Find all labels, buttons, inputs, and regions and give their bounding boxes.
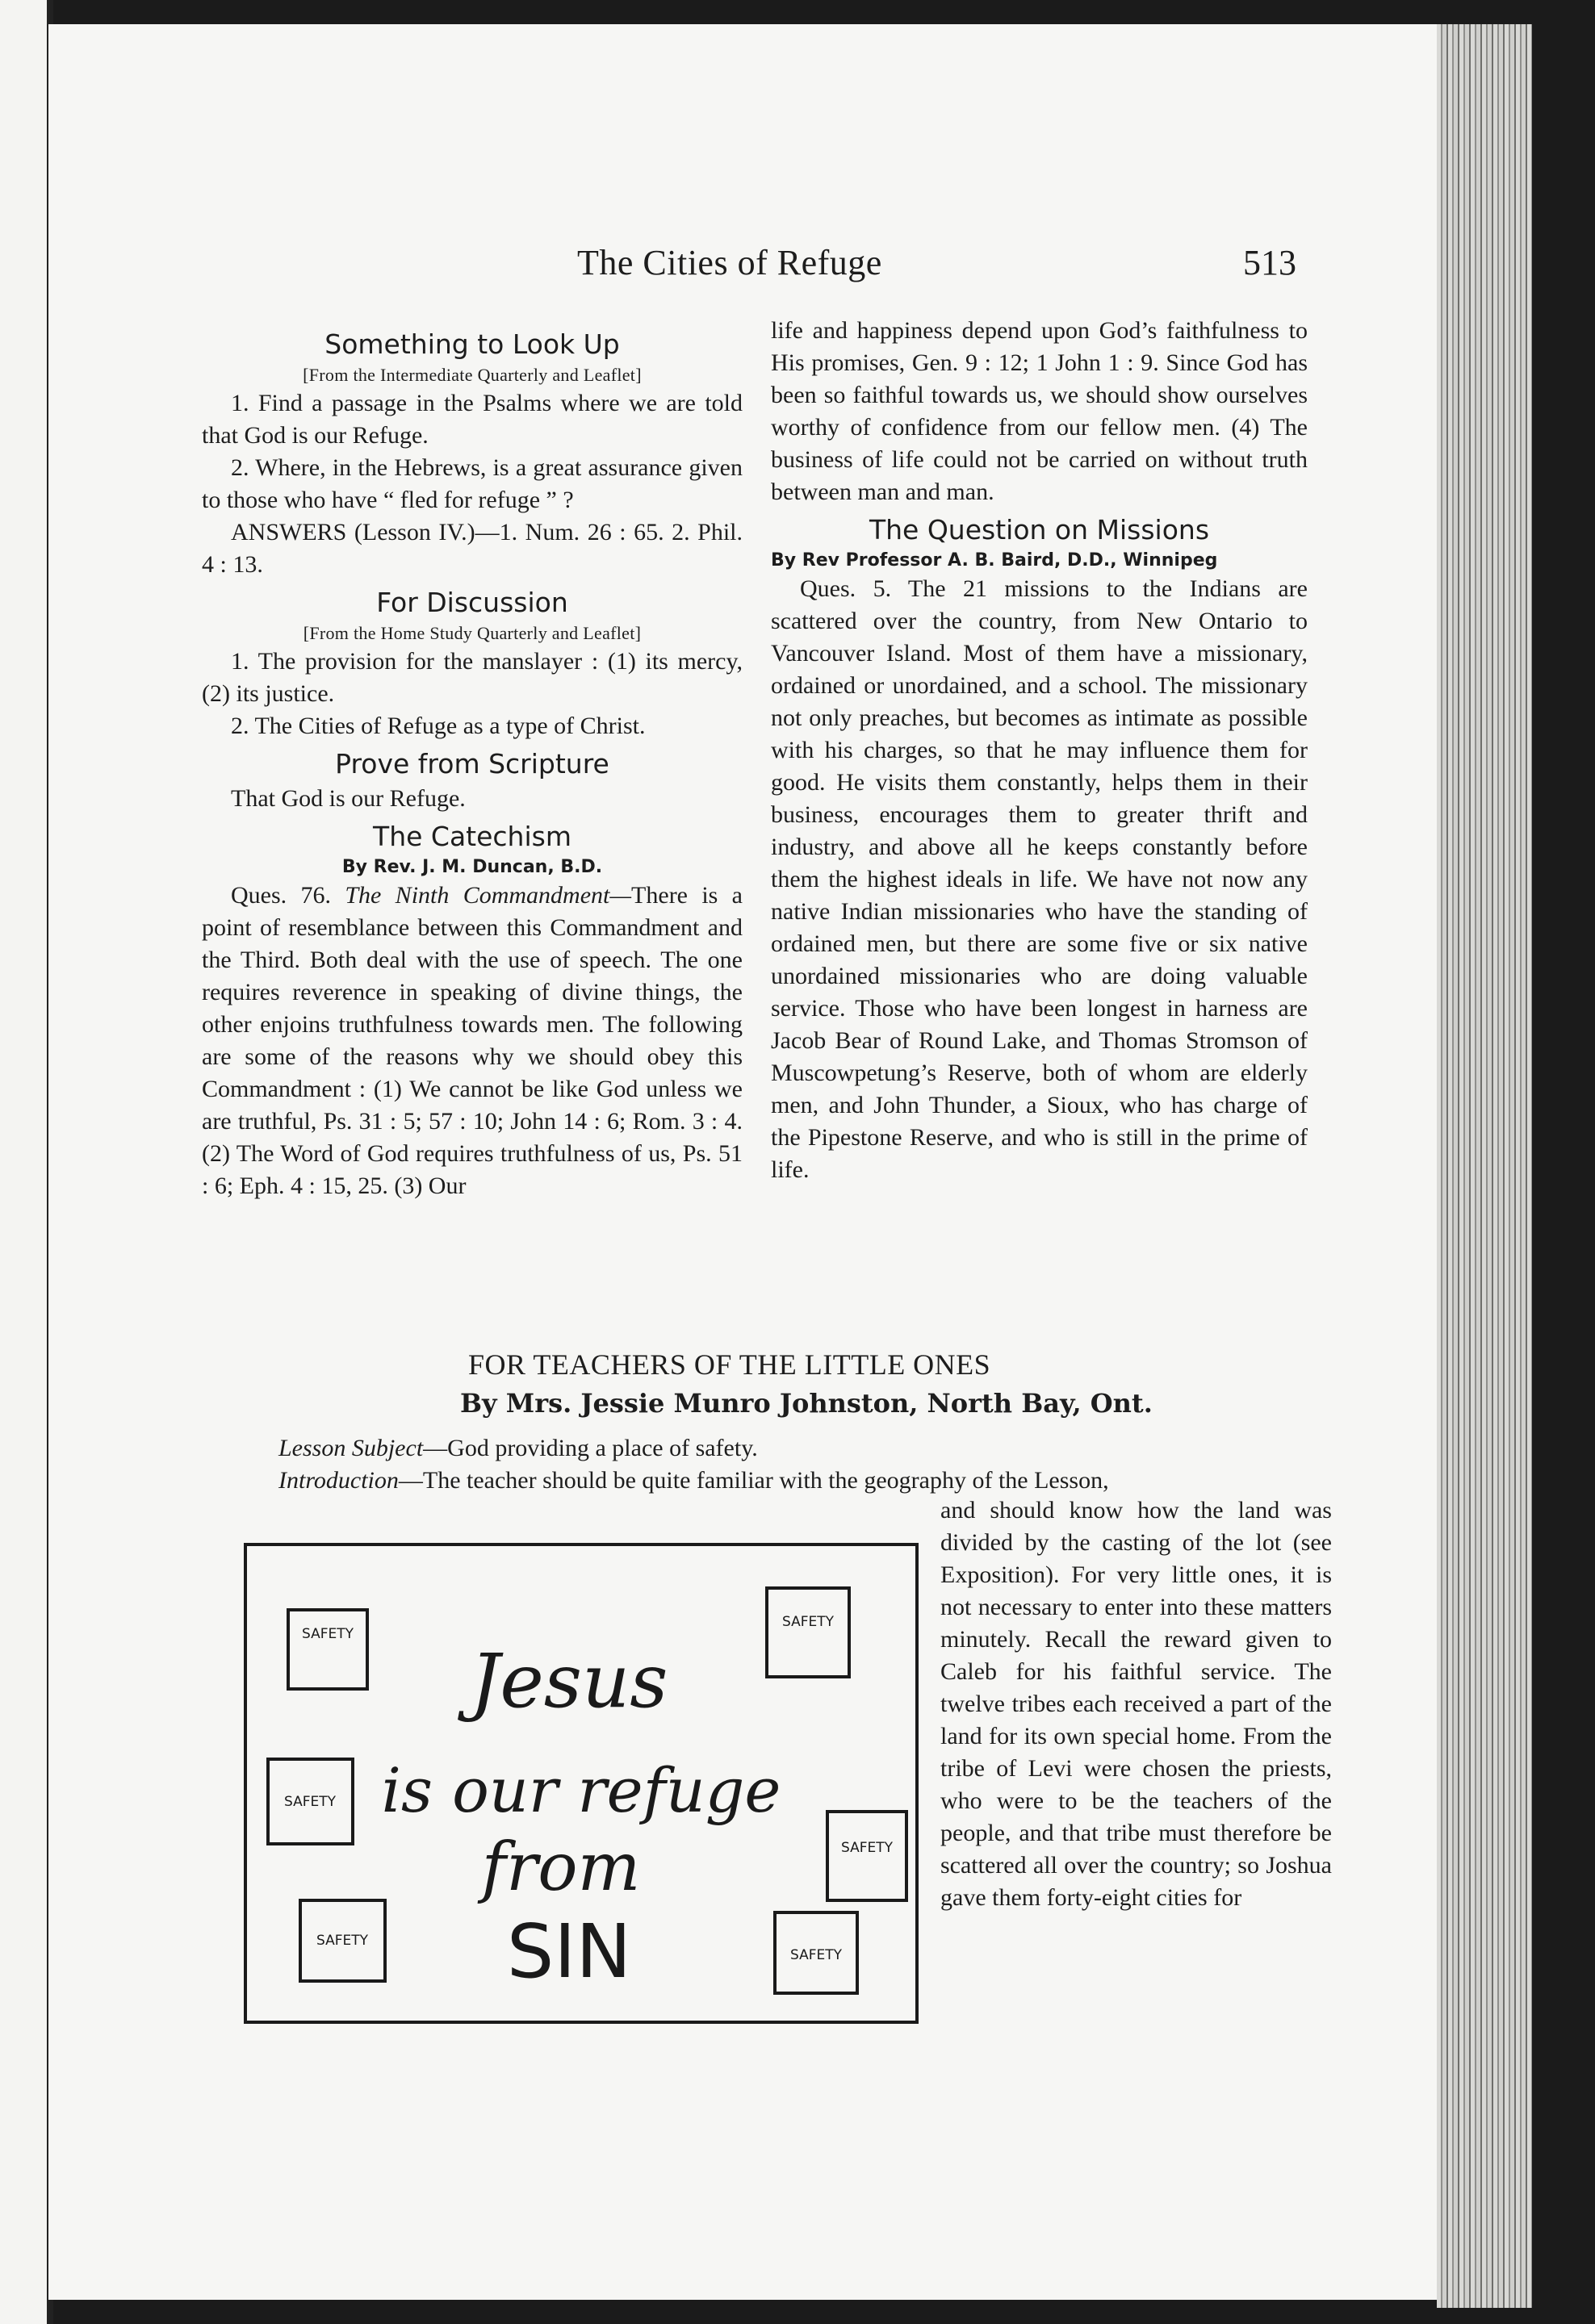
lesson-subject-text: —God providing a place of safety. — [423, 1435, 758, 1461]
safety-label: SAFETY — [316, 1933, 369, 1949]
scripture-heading: Prove from Scripture — [335, 748, 609, 780]
missions-heading: The Question on Missions — [869, 514, 1210, 545]
safety-box-bottom-left — [300, 1900, 385, 1981]
running-head: The Cities of Refuge — [577, 243, 882, 282]
safety-box-mid-right — [827, 1812, 906, 1900]
page-number: 513 — [1243, 243, 1296, 282]
look-up-question-2: 2. Where, in the Hebrews, is a great assurance given to those who have “ fled for refuge ” ? — [202, 454, 743, 513]
safety-label: SAFETY — [781, 1614, 835, 1630]
discussion-item-1: 1. The provision for the manslayer : (1) its mercy, (2) its justice. — [202, 648, 743, 707]
catechism-heading: The Catechism — [373, 821, 571, 852]
catechism-ques-body: There is a point of resemblance between this Commandment and the Third. Both deal with the use of speech. The one requires reverence in speaking of divine things, the other enjoins truthfulness towards men. The following are some of the reasons why we should obey this Commandment : (1) We cannot be like God unless we are truthful, Ps. 31 : 5; 57 : 10; John 14 : 6; Rom. 3 : 4. (2) The Word of God requires truthfulness of us, Ps. 51 : 6; Eph. 4 : 15, 25. (3) Our — [202, 882, 743, 1199]
lesson-subject-label: Lesson Subject — [278, 1435, 424, 1461]
diagram-from: from — [481, 1829, 641, 1906]
safety-box-top-left — [288, 1610, 367, 1689]
lesson-intro — [278, 1432, 1328, 1497]
catechism-body — [202, 880, 743, 1202]
safety-label: SAFETY — [283, 1794, 337, 1810]
scripture-text: That God is our Refuge. — [231, 785, 466, 812]
discussion-heading: For Discussion — [376, 587, 568, 618]
lesson-subject-line — [278, 1432, 1328, 1465]
little-ones-byline: By Mrs. Jessie Munro Johnston, North Bay, Ont. — [460, 1388, 1153, 1419]
safety-label: SAFETY — [840, 1840, 894, 1856]
safety-box-bottom-right — [775, 1912, 857, 1993]
diagram-refuge: is our refuge — [381, 1754, 781, 1826]
introduction-continued: and should know how the land was divided by the casting of the lot (see Exposition). For very little ones, it is not necessary to enter into these matters minutely. Recall the reward given to Caleb for his faithful service. The twelve tribes each received a part of the land for its own special home. From the tribe of Levi were chosen the priests, who were to be the teachers of the people, and that tribe must therefore be scattered all over the country; so Joshua gave them forty-eight cities for — [940, 1497, 1332, 1911]
look-up-answers: ANSWERS (Lesson IV.)—1. Num. 26 : 65. 2. Phil. 4 : 13. — [202, 519, 743, 578]
introduction-text: —The teacher should be quite familiar with the geography of the Lesson, — [398, 1467, 1109, 1494]
discussion-item-2: 2. The Cities of Refuge as a type of Christ. — [231, 713, 646, 739]
little-ones-title: FOR TEACHERS OF THE LITTLE ONES — [468, 1348, 991, 1381]
safety-label: SAFETY — [301, 1626, 354, 1642]
page-stack-edge — [1437, 24, 1532, 2308]
right-column — [771, 315, 1308, 1186]
discussion-source: [From the Home Study Quarterly and Leaflet] — [303, 623, 642, 643]
diagram-jesus: Jesus — [470, 1638, 668, 1724]
catechism-ques-prefix: Ques. 76. — [231, 882, 345, 909]
catechism-continuation: life and happiness depend upon God’s faithfulness to His promises, Gen. 9 : 12; 1 John 1 : 9. Since God has been so faithful towards us, we should show ourselves worthy of confidence from our fellow men. (4) The business of life could not be carried on without truth between man and man. — [771, 317, 1308, 505]
left-column — [202, 323, 743, 1202]
catechism-ques-title: The Ninth Commandment— — [345, 882, 632, 909]
look-up-question-1: 1. Find a passage in the Psalms where we are told that God is our Refuge. — [202, 390, 743, 449]
safety-label: SAFETY — [789, 1947, 843, 1963]
diagram-sin: SIN — [506, 1908, 632, 1995]
catechism-byline: By Rev. J. M. Duncan, B.D. — [341, 857, 603, 877]
look-up-source: [From the Intermediate Quarterly and Leaflet] — [303, 365, 642, 385]
safety-box-top-right — [767, 1588, 849, 1677]
refuge-diagram — [242, 1541, 920, 2025]
introduction-label: Introduction — [278, 1467, 399, 1494]
missions-body: Ques. 5. The 21 missions to the Indians are scattered over the country, from New Ontario to Vancouver Island. Most of them have a missionary, ordained or unordained, and a school. The missionary not only preaches, but becomes as intimate as possible with his charges, so that he may influence them for good. He visits them constantly, helps them in their business, encourages them to greater thrift and industry, and above all he keeps constantly before them the highest ideals in life. We have not now any native Indian missionaries who have the standing of ordained men, but there are some five or six native unordained missionaries who are doing valuable service. Those who have been longest in harness are Jacob Bear of Round Lake, and Thomas Stromson of Muscowpetung’s Reserve, both of whom are elderly men, and John Thunder, a Sioux, who has charge of the Pipestone Reserve, and who is still in the prime of life. — [771, 575, 1308, 1183]
previous-page-edge — [0, 0, 47, 2324]
missions-byline: By Rev Professor A. B. Baird, D.D., Winnipeg — [771, 550, 1218, 571]
look-up-heading: Something to Look Up — [324, 328, 620, 360]
safety-box-mid-left — [268, 1759, 353, 1844]
lesson-intro-line — [278, 1465, 1328, 1497]
